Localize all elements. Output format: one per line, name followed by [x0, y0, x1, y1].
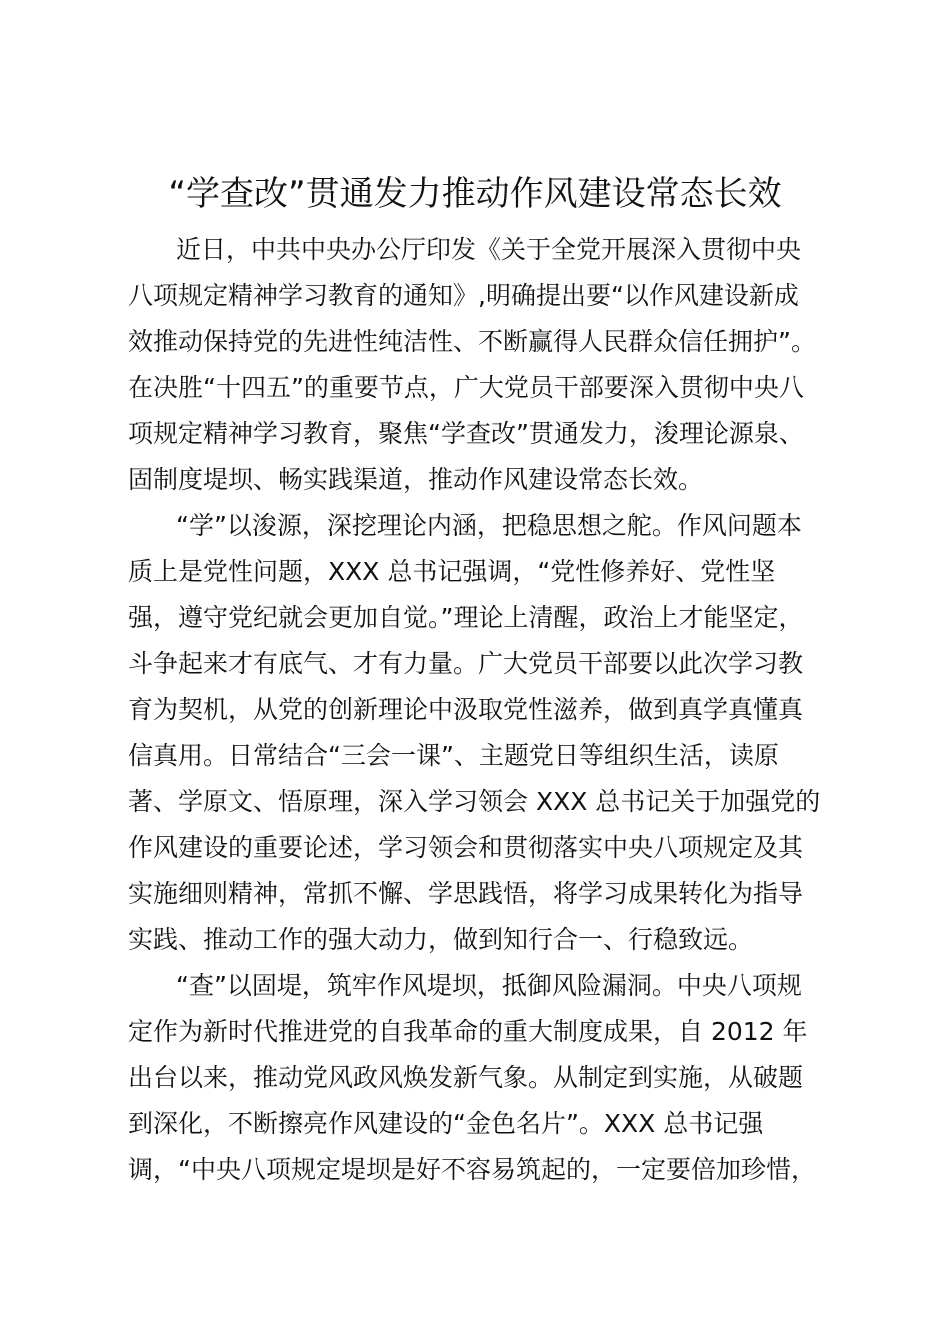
text-line: 近日，中共中央办公厅印发《关于全党开展深入贯彻中央 [176, 235, 802, 264]
text-line: 育为契机，从党的创新理论中汲取党性滋养，做到真学真懂真 [128, 695, 804, 724]
paragraph-intro [128, 227, 834, 503]
text-line: 效推动保持党的先进性纯洁性、不断赢得人民群众信任拥护”。 [128, 327, 816, 356]
text-line: 著、学原文、悟原理，深入学习领会 XXX 总书记关于加强党的 [128, 787, 821, 816]
text-line: 实施细则精神，常抓不懈、学思践悟，将学习成果转化为指导 [128, 879, 804, 908]
text-line: 八项规定精神学习教育的通知》,明确提出要“以作风建设新成 [128, 281, 799, 310]
text-line: 项规定精神学习教育，聚焦“学查改”贯通发力，浚理论源泉、 [128, 419, 804, 448]
text-line: 出台以来，推动党风政风焕发新气象。从制定到实施，从破题 [128, 1063, 804, 1092]
text-line: 到深化，不断擦亮作风建设的“金色名片”。XXX 总书记强 [128, 1109, 764, 1138]
text-line: 在决胜“十四五”的重要节点，广大党员干部要深入贯彻中央八 [128, 373, 804, 402]
document-title: “学查改”贯通发力推动作风建设常态长效 [168, 174, 782, 214]
document-body [128, 227, 834, 1193]
text-line: “学”以浚源，深挖理论内涵，把稳思想之舵。作风问题本 [176, 511, 802, 540]
paragraph-check [128, 963, 834, 1193]
text-line: 调，“中央八项规定堤坝是好不容易筑起的，一定要倍加珍惜， [128, 1155, 816, 1184]
text-line: 强，遵守党纪就会更加自觉。”理论上清醒，政治上才能坚定， [128, 603, 804, 632]
text-line: 固制度堤坝、畅实践渠道，推动作风建设常态长效。 [128, 465, 704, 494]
text-line: 实践、推动工作的强大动力，做到知行合一、行稳致远。 [128, 925, 754, 954]
text-line: 斗争起来才有底气、才有力量。广大党员干部要以此次学习教 [128, 649, 804, 678]
text-line: 定作为新时代推进党的自我革命的重大制度成果，自 2012 年 [128, 1017, 808, 1046]
text-line: 信真用。日常结合“三会一课”、主题党日等组织生活，读原 [128, 741, 779, 770]
text-line: 作风建设的重要论述，学习领会和贯彻落实中央八项规定及其 [128, 833, 804, 862]
text-line: 质上是党性问题，XXX 总书记强调，“党性修养好、党性坚 [128, 557, 776, 586]
paragraph-study [128, 503, 834, 963]
text-line: “查”以固堤，筑牢作风堤坝，抵御风险漏洞。中央八项规 [176, 971, 802, 1000]
